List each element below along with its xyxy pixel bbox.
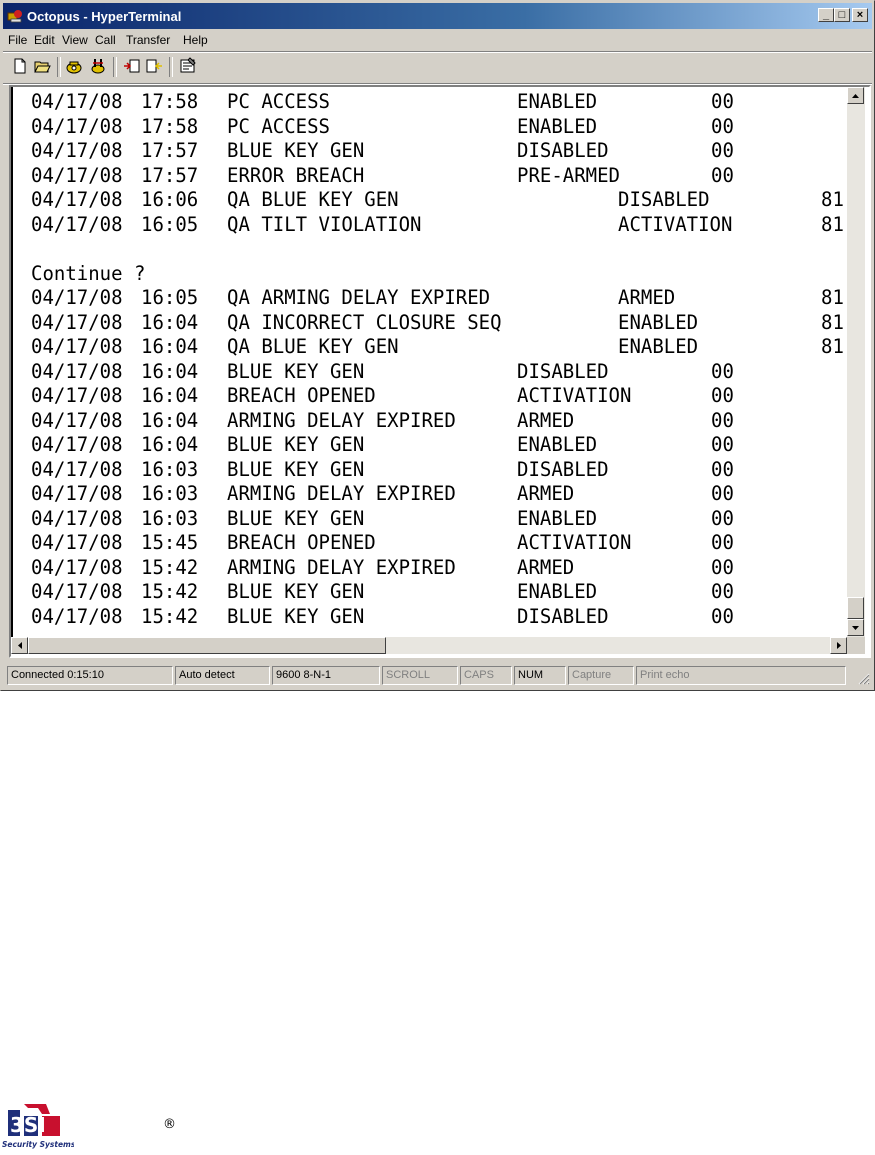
log-code: 81 <box>821 335 844 359</box>
log-status: ARMED <box>517 408 575 432</box>
log-time: 17:57 <box>141 139 199 163</box>
log-time: 15:42 <box>141 555 199 579</box>
log-event: BREACH OPENED <box>227 384 376 408</box>
log-status: ACTIVATION <box>517 531 632 555</box>
terminal-screen[interactable] <box>11 87 849 637</box>
registered-mark: ® <box>163 1117 176 1132</box>
minimize-button[interactable]: _ <box>818 8 834 22</box>
log-code: 81 <box>821 286 844 310</box>
log-event: BLUE KEY GEN <box>227 359 365 383</box>
log-event: PC ACCESS <box>227 114 330 138</box>
log-time: 16:04 <box>141 359 199 383</box>
connect-icon[interactable] <box>63 55 85 77</box>
log-code: 00 <box>711 139 734 163</box>
open-icon[interactable] <box>31 55 53 77</box>
toolbar-separator <box>169 57 173 77</box>
log-time: 16:04 <box>141 433 199 457</box>
log-code: 81 <box>821 310 844 334</box>
status-port-settings: 9600 8-N-1 <box>272 666 380 685</box>
log-event: ARMING DELAY EXPIRED <box>227 482 456 506</box>
status-bar <box>3 665 872 687</box>
log-code: 00 <box>711 604 734 628</box>
log-date: 04/17/08 <box>31 457 123 481</box>
menu-call[interactable]: Call <box>95 33 116 47</box>
log-time: 16:04 <box>141 310 199 334</box>
log-status: ENABLED <box>517 506 598 530</box>
menu-view[interactable]: View <box>62 33 88 47</box>
log-time: 16:03 <box>141 482 199 506</box>
log-status: DISABLED <box>517 139 609 163</box>
log-code: 00 <box>711 359 734 383</box>
log-time: 17:58 <box>141 90 199 114</box>
log-time: 16:03 <box>141 506 199 530</box>
toolbar <box>3 53 872 83</box>
log-date: 04/17/08 <box>31 359 123 383</box>
scroll-down-button[interactable] <box>847 619 864 636</box>
company-logo <box>2 1102 74 1150</box>
log-date: 04/17/08 <box>31 90 123 114</box>
scroll-up-button[interactable] <box>847 87 864 104</box>
log-status: DISABLED <box>517 457 609 481</box>
log-code: 00 <box>711 457 734 481</box>
log-status: ARMED <box>618 286 676 310</box>
log-status: ENABLED <box>517 433 598 457</box>
log-date: 04/17/08 <box>31 212 123 236</box>
log-date: 04/17/08 <box>31 408 123 432</box>
log-date: 04/17/08 <box>31 384 123 408</box>
log-date: 04/17/08 <box>31 506 123 530</box>
log-time: 15:45 <box>141 531 199 555</box>
log-time: 15:42 <box>141 604 199 628</box>
log-event: ERROR BREACH <box>227 163 365 187</box>
status-connected: Connected 0:15:10 <box>7 666 173 685</box>
log-date: 04/17/08 <box>31 580 123 604</box>
horizontal-scroll-thumb[interactable] <box>28 637 386 654</box>
log-event: BLUE KEY GEN <box>227 139 365 163</box>
log-code: 00 <box>711 90 734 114</box>
log-event: ARMING DELAY EXPIRED <box>227 408 456 432</box>
horizontal-scrollbar[interactable] <box>11 637 847 654</box>
log-time: 17:58 <box>141 114 199 138</box>
log-code: 00 <box>711 531 734 555</box>
menu-help[interactable]: Help <box>183 33 208 47</box>
log-time: 16:06 <box>141 188 199 212</box>
log-event: BLUE KEY GEN <box>227 457 365 481</box>
status-capture: Capture <box>568 666 634 685</box>
log-event: BREACH OPENED <box>227 531 376 555</box>
log-event: QA BLUE KEY GEN <box>227 188 399 212</box>
log-date: 04/17/08 <box>31 188 123 212</box>
terminal-frame <box>9 85 871 658</box>
log-time: 16:04 <box>141 335 199 359</box>
log-code: 00 <box>711 408 734 432</box>
scroll-right-button[interactable] <box>830 637 847 654</box>
log-status: DISABLED <box>618 188 710 212</box>
log-code: 00 <box>711 114 734 138</box>
log-status: ENABLED <box>618 310 699 334</box>
log-event: QA TILT VIOLATION <box>227 212 422 236</box>
vertical-scroll-thumb[interactable] <box>847 597 864 619</box>
status-scroll: SCROLL <box>382 666 458 685</box>
logo-subtext: Security Systems <box>2 1140 74 1149</box>
log-time: 17:57 <box>141 163 199 187</box>
log-event: BLUE KEY GEN <box>227 506 365 530</box>
log-code: 00 <box>711 433 734 457</box>
log-event: BLUE KEY GEN <box>227 580 365 604</box>
log-event: ARMING DELAY EXPIRED <box>227 555 456 579</box>
properties-icon[interactable] <box>177 55 199 77</box>
arrow-down-icon <box>852 626 859 630</box>
log-event: QA ARMING DELAY EXPIRED <box>227 286 491 310</box>
disconnect-icon[interactable] <box>87 55 109 77</box>
log-code: 00 <box>711 482 734 506</box>
arrow-up-icon <box>852 94 859 98</box>
log-date: 04/17/08 <box>31 114 123 138</box>
log-date: 04/17/08 <box>31 604 123 628</box>
close-button[interactable]: × <box>852 8 868 22</box>
log-event: QA INCORRECT CLOSURE SEQ <box>227 310 502 334</box>
log-time: 16:04 <box>141 384 199 408</box>
log-event: BLUE KEY GEN <box>227 604 365 628</box>
log-status: ENABLED <box>517 580 598 604</box>
log-code: 00 <box>711 555 734 579</box>
vertical-scrollbar[interactable] <box>847 87 865 637</box>
resize-grip-icon[interactable] <box>858 673 870 685</box>
log-time: 16:05 <box>141 212 199 236</box>
log-status: ENABLED <box>517 90 598 114</box>
hyperterminal-app-icon[interactable] <box>7 8 23 24</box>
log-date: 04/17/08 <box>31 482 123 506</box>
toolbar-separator <box>57 57 61 77</box>
menu-edit[interactable]: Edit <box>34 33 55 47</box>
status-print-echo: Print echo <box>636 666 846 685</box>
log-status: DISABLED <box>517 604 609 628</box>
log-status: ACTIVATION <box>517 384 632 408</box>
log-code: 81 <box>821 188 844 212</box>
log-date: 04/17/08 <box>31 310 123 334</box>
status-detect: Auto detect <box>175 666 270 685</box>
scrollbar-corner <box>847 637 865 654</box>
log-code: 00 <box>711 506 734 530</box>
log-time: 16:04 <box>141 408 199 432</box>
log-event: BLUE KEY GEN <box>227 433 365 457</box>
log-status: ENABLED <box>517 114 598 138</box>
log-time: 16:03 <box>141 457 199 481</box>
log-date: 04/17/08 <box>31 139 123 163</box>
log-code: 00 <box>711 384 734 408</box>
logo-text: 3SI <box>10 1113 46 1137</box>
terminal-text: Continue ? <box>31 261 146 285</box>
log-code: 00 <box>711 163 734 187</box>
scroll-left-button[interactable] <box>11 637 28 654</box>
log-status: ACTIVATION <box>618 212 733 236</box>
log-code: 81 <box>821 212 844 236</box>
status-caps: CAPS <box>460 666 512 685</box>
window-title: Octopus - HyperTerminal <box>27 9 182 24</box>
log-status: ARMED <box>517 555 575 579</box>
toolbar-separator <box>113 57 117 77</box>
log-status: PRE-ARMED <box>517 163 620 187</box>
log-event: PC ACCESS <box>227 90 330 114</box>
logo-mark-icon <box>2 1102 74 1150</box>
title-bar[interactable] <box>3 3 872 29</box>
receive-icon[interactable] <box>143 55 165 77</box>
log-date: 04/17/08 <box>31 555 123 579</box>
log-time: 16:05 <box>141 286 199 310</box>
log-status: DISABLED <box>517 359 609 383</box>
log-date: 04/17/08 <box>31 335 123 359</box>
arrow-left-icon <box>18 642 22 649</box>
log-date: 04/17/08 <box>31 433 123 457</box>
arrow-right-icon <box>837 642 841 649</box>
log-date: 04/17/08 <box>31 163 123 187</box>
log-status: ARMED <box>517 482 575 506</box>
menu-file[interactable]: File <box>8 33 28 47</box>
log-code: 00 <box>711 580 734 604</box>
log-date: 04/17/08 <box>31 286 123 310</box>
log-date: 04/17/08 <box>31 531 123 555</box>
log-event: QA BLUE KEY GEN <box>227 335 399 359</box>
log-time: 15:42 <box>141 580 199 604</box>
menu-bar <box>3 30 872 50</box>
menu-transfer[interactable]: Transfer <box>126 33 171 47</box>
log-status: ENABLED <box>618 335 699 359</box>
new-icon[interactable] <box>9 55 31 77</box>
status-num: NUM <box>514 666 566 685</box>
maximize-button[interactable]: □ <box>834 8 850 22</box>
send-icon[interactable] <box>121 55 143 77</box>
